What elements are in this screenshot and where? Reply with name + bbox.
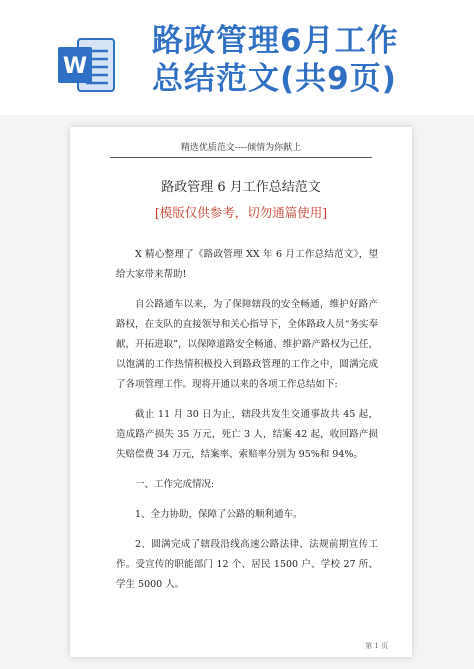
paragraph: 一、工作完成情况: (135, 479, 215, 490)
paragraph: 1、全力协助，保障了公路的顺利通车。 (135, 509, 303, 520)
document-subtitle: [模版仅供参考，切勿通篇使用] (154, 205, 328, 220)
paragraph: X 精心整理了《路政管理 XX 年 6 月工作总结范文》，望给大家带来帮助! (116, 249, 378, 280)
document-title: 路政管理 6 月工作总结范文 (161, 180, 321, 195)
banner-title-line1: 路政管理6月工作 (152, 23, 399, 59)
document-body (116, 245, 378, 605)
paragraph: 2、圆满完成了辖段沿线高速公路法律、法规前期宣传工作。受宣传的职能部门 12 个、居民 1500 户、学校 27 所、学生 5000 人。 (116, 539, 378, 590)
banner-title-line2: 总结范文(共9页) (152, 61, 397, 97)
paragraph: 自公路通车以来，为了保障辖段的安全畅通，维护好路产路权，在支队的直接领导和关心指导下，全体路政人员“务实奉献，开拓进取”，以保障道路安全畅通、维护路产路权为己任，以饱满的工作热情积极投入到路政管理的工作之中，圆满完成了各项管理工作。现将开通以来的各项工作总结如下: (116, 299, 378, 390)
word-document-icon (56, 35, 116, 95)
word-icon-letter: W (62, 54, 88, 79)
document-header: 精选优质范文----倾情为你献上 (110, 141, 372, 158)
paragraph: 截止 11 月 30 日为止，辖段共发生交通事故共 45 起，造成路产损失 35 万元，死亡 3 人，结案 42 起，收回路产损失赔偿费 34 万元，结案率、索赔率分别为 95%和 94%。 (116, 409, 378, 460)
document-page (70, 127, 412, 657)
page-number: 第 1 页 (365, 642, 388, 650)
banner (0, 0, 474, 115)
banner-title (152, 22, 452, 98)
